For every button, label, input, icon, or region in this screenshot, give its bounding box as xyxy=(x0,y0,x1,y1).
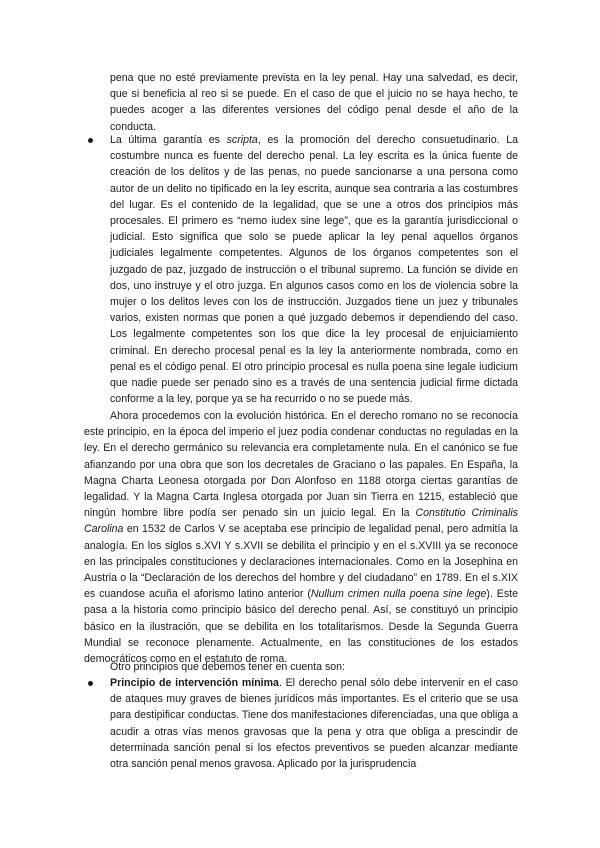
bullet-item-intervencion-minima xyxy=(84,675,518,772)
text-run: , es la promoción del derecho consuetudinario. La costumbre nunca es fuente del derecho penal. La ley escrita es la única fuente de creación de los delitos y de las penas, no puede sancionarse a una persona como autor de un delito no tipificado en la ley escrita, aunque sea contraria a las costumbres del lugar. Es el contenido de la legalidad, que se une a otros dos principios más procesales. El primero es “nemo iudex sine lege”, que es la garantía jurisdiccional o judicial. Esto significa que solo se puede aplicar la ley penal aquellos órganos judiciales legalmente competentes. Algunos de los órganos competentes son el juzgado de paz, juzgado de instrucción o el tribunal supremo. La función se divide en dos, uno instruye y el otro juzga. En algunos casos como en los de violencia sobre la mujer o los delitos leves con los de instrucción. Juzgados tiene un juez y tribunales varios, existen normas que ponen a qué juzgado debemos ir dependiendo del caso. Los legalmente competentes son los que dice la ley procesal de enjuiciamiento criminal. En derecho procesal penal es la ley la anteriormente nombrada, como en penal es el código penal. El otro principio procesal es nulla poena sine legale iudicium que nadie puede ser penado sino es a través de una sentencia judicial firme dictada conforme a la ley, porque ya se ha recurrido o no se puede más. xyxy=(110,134,518,406)
paragraph-text xyxy=(84,408,518,667)
paragraph-text: pena que no esté previamente prevista en la ley penal. Hay una salvedad, es decir, que si beneficia al reo si se puede. En el caso de que el juicio no se haya hecho, te puedes acoger a las diferentes versiones del código penal desde el año de la conducta. xyxy=(110,72,518,133)
text-run: ). Este pasa a la historia como principio básico del derecho penal. Así, se constituyó un principio básico en la ilustración, que se debilita en los totalitarismos. Desde la Segunda Guerra Mundial se reconoce plenamente. Actualmente, en las constituciones de los estados democráticos como en el estatuto de roma. xyxy=(84,588,518,666)
text-run: en 1532 de Carlos V se aceptaba ese principio de legalidad penal, pero admitía la analogía. En los siglos s.XVI Y s.XVII se debilita el principio y en el s.XVIII ya se reconoce en las principales constituciones y declaraciones internacionales. Como en la Josephina en Austria o la “Declaración de los derechos del hombre y del ciudadano” en 1789. En el s.XIX es cuandose acuña el aforismo latino anterior ( xyxy=(84,523,518,601)
bullet-text xyxy=(110,675,518,772)
bullet-icon xyxy=(88,681,93,686)
bullet-text xyxy=(110,132,518,407)
italic-term: scripta xyxy=(226,134,258,146)
paragraph-intro-principles xyxy=(110,659,518,675)
paragraph-continuation xyxy=(110,70,518,135)
bullet-icon xyxy=(88,138,93,143)
text-run: La última garantía es xyxy=(110,134,227,146)
bold-heading: Principio de intervención mínima xyxy=(110,677,279,689)
paragraph-historical-evolution xyxy=(84,408,518,667)
text-run: Ahora procedemos con la evolución histórica. En el derecho romano no se reconocía este principio, en la época del imperio el juez podía condenar conductas no reguladas en la ley. En el derecho germánico su relevancia era completamente nula. En el canónico se fue afianzando por una obra que son los decretales de Graciano o las papales. En España, la Magna Charta Leonesa otorgada por Don Alonfoso en 1188 otorga ciertas garantías de legalidad. Y la Magna Carta Inglesa otorgada por Juan sin Tierra en 1215, estableció que ningún hombre libre podía ser penado sin un juicio legal. En la xyxy=(84,410,518,520)
paragraph-text: Otro principios que debemos tener en cuenta son: xyxy=(110,661,345,673)
text-run: . El derecho penal sólo debe intervenir en el caso de ataques muy graves de bienes jurídicos más importantes. Es el criterio que se usa para destipificar conductas. Tiene dos manifestaciones diferenciadas, una que obliga a acudir a otras vías menos gravosas que la pena y otra que obliga a prescindir de determinada sanción penal si los efectos preventivos se pueden alcanzar mediante otra sanción penal menos gravosa. Aplicado por la jurisprudencia xyxy=(110,677,518,771)
italic-title: Constitutio Criminalis Carolina xyxy=(84,507,518,536)
italic-aphorism: Nullum crimen nulla poena sine lege xyxy=(310,588,487,601)
bullet-item-scripta xyxy=(84,132,518,407)
